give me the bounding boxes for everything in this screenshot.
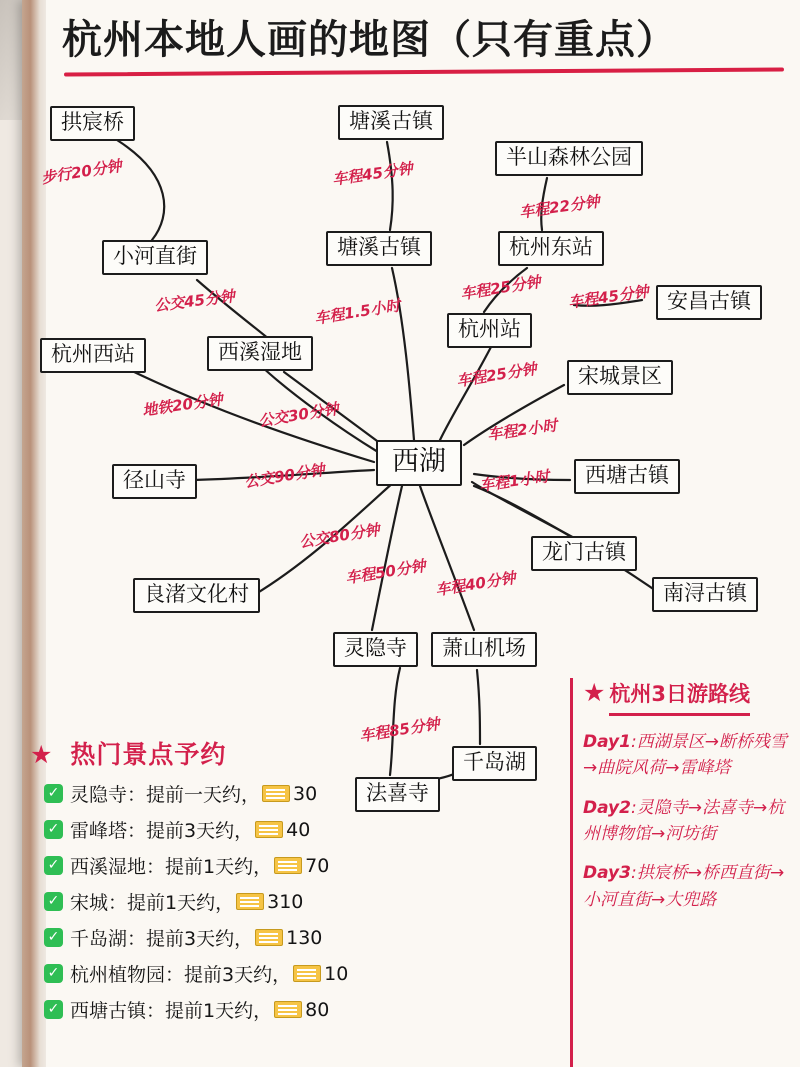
- node-label: 塘溪古镇: [337, 235, 421, 259]
- map-node-tangxi-2[interactable]: [326, 231, 432, 266]
- map-node-hangzhou-station[interactable]: [447, 313, 532, 348]
- list-item[interactable]: [44, 852, 550, 879]
- booking-desc: 提前1天约，: [165, 856, 273, 878]
- itinerary-day: [583, 729, 798, 782]
- node-label: 西塘古镇: [585, 463, 669, 487]
- node-label: 杭州西站: [51, 342, 135, 366]
- itinerary-day: [583, 860, 798, 913]
- booking-heading: [30, 735, 550, 771]
- node-label: 安昌古镇: [667, 289, 751, 313]
- title-underline: [64, 67, 784, 76]
- booking-desc: 提前1天约，: [127, 892, 235, 914]
- booking-name: 西溪湿地: [70, 856, 147, 878]
- day-label: Day3: [583, 863, 631, 884]
- edge-label-drive-1h30: 车程1.5小时: [313, 296, 402, 328]
- edge-label-drive-1h: 车程1小时: [478, 467, 551, 495]
- list-item[interactable]: [44, 960, 550, 987]
- map-node-xixi-wetland[interactable]: [207, 336, 313, 371]
- notebook-page: [22, 0, 800, 1067]
- edge-label-drive-25min-east: 车程25分钟: [459, 272, 542, 304]
- booking-price: 130: [286, 926, 323, 949]
- node-label: 千岛湖: [463, 750, 526, 774]
- itinerary-day: [583, 795, 798, 848]
- booking-sep: ：: [146, 856, 166, 878]
- map-node-xiaohe-street[interactable]: [102, 240, 208, 275]
- booking-name: 杭州植物园: [70, 964, 166, 986]
- edge-label-drive-2h: 车程2小时: [486, 416, 559, 444]
- map-node-banshan-forest-park[interactable]: [495, 141, 643, 176]
- map-node-hangzhou-west-station[interactable]: [40, 338, 146, 373]
- map-node-nanxun-town[interactable]: [652, 577, 758, 612]
- booking-price: 80: [305, 998, 330, 1021]
- day-label: Day1: [583, 732, 631, 752]
- map-node-xitang-town[interactable]: [574, 459, 680, 494]
- map-node-west-lake[interactable]: [376, 440, 462, 486]
- check-icon: ✓: [44, 928, 63, 947]
- node-label: 西湖: [392, 446, 446, 477]
- day-text: :拱宸桥→桥西直街→小河直街→大兜路: [583, 863, 785, 910]
- node-label: 塘溪古镇: [349, 109, 433, 133]
- page-title: 杭州本地人画的地图（只有重点）: [62, 17, 677, 63]
- map-node-hangzhou-east-station[interactable]: [498, 231, 604, 266]
- check-icon: ✓: [44, 964, 63, 983]
- map-node-songcheng[interactable]: [567, 360, 673, 395]
- node-label: 萧山机场: [442, 636, 526, 660]
- check-icon: ✓: [44, 820, 63, 839]
- booking-desc: 提前3天约，: [146, 928, 254, 950]
- check-icon: ✓: [44, 784, 63, 803]
- booking-title: 热门景点予约: [70, 740, 227, 769]
- node-label: 龙门古镇: [542, 540, 626, 564]
- list-item[interactable]: [44, 816, 550, 843]
- map-node-jingshan-temple[interactable]: [112, 464, 197, 499]
- node-label: 宋城景区: [578, 364, 662, 388]
- edge-label-walk-20min: 步行20分钟: [40, 156, 123, 188]
- booking-sep: ：: [108, 892, 128, 914]
- booking-name: 西塘古镇: [70, 1000, 147, 1022]
- booking-name: 千岛湖: [70, 928, 128, 950]
- node-label: 径山寺: [123, 468, 186, 492]
- ticket-icon: [274, 857, 302, 874]
- day-text: :灵隐寺→法喜寺→杭州博物馆→河坊街: [583, 797, 785, 845]
- edge-label-drive-50min: 车程50分钟: [344, 556, 427, 588]
- list-item[interactable]: [44, 888, 550, 915]
- booking-desc: 提前3天约，: [146, 820, 254, 842]
- edge-label-metro-20min: 地铁20分钟: [141, 390, 224, 420]
- node-label: 法喜寺: [366, 781, 429, 805]
- itinerary-title: 杭州3日游路线: [609, 678, 750, 716]
- booking-price: 70: [305, 854, 330, 877]
- check-icon: ✓: [44, 856, 63, 875]
- booking-desc: 提前1天约，: [165, 1000, 273, 1022]
- booking-section: [30, 735, 550, 1023]
- day-text: :西湖景区→断桥残雪→曲院风荷→雷峰塔: [583, 732, 787, 779]
- node-label: 灵隐寺: [344, 636, 407, 660]
- itinerary-section: [570, 678, 798, 1067]
- booking-price: 30: [293, 782, 318, 805]
- list-item[interactable]: [44, 924, 550, 951]
- booking-sep: ：: [165, 964, 185, 986]
- edge-label-bus-90min: 公交90分钟: [243, 460, 326, 492]
- check-icon: ✓: [44, 892, 63, 911]
- map-node-lingyin-temple[interactable]: [333, 632, 418, 667]
- ticket-icon: [293, 965, 321, 982]
- check-icon: ✓: [44, 1000, 63, 1019]
- list-item[interactable]: [44, 996, 550, 1023]
- node-label: 西溪湿地: [218, 340, 302, 364]
- booking-sep: ：: [127, 928, 147, 950]
- node-label: 杭州东站: [509, 235, 593, 259]
- map-node-gongchenqiao[interactable]: [50, 106, 135, 141]
- edge-label-drive-40min: 车程40分钟: [434, 568, 517, 600]
- booking-desc: 提前一天约，: [146, 784, 261, 806]
- booking-name: 雷峰塔: [70, 820, 128, 842]
- star-icon: ★: [583, 679, 606, 707]
- booking-price: 310: [267, 890, 304, 913]
- map-node-longmen-town[interactable]: [531, 536, 637, 571]
- edge-label-drive-45min-tangxi: 车程45分钟: [331, 159, 414, 189]
- booking-sep: ：: [146, 1000, 166, 1022]
- map-node-anchang-town[interactable]: [656, 285, 762, 320]
- edge-label-bus-30min: 公交30分钟: [257, 399, 340, 431]
- map-node-liangzhu-culture-village[interactable]: [133, 578, 260, 613]
- booking-price: 40: [286, 818, 311, 841]
- list-item[interactable]: [44, 780, 550, 807]
- ticket-icon: [255, 929, 283, 946]
- day-label: Day2: [583, 797, 631, 818]
- ticket-icon: [236, 893, 264, 910]
- ticket-icon: [274, 1001, 302, 1018]
- node-label: 杭州站: [458, 317, 521, 341]
- booking-name: 宋城: [70, 892, 109, 914]
- node-label: 拱宸桥: [61, 110, 124, 134]
- edge-label-drive-45min-anchang: 车程45分钟: [567, 282, 650, 312]
- node-label: 良渚文化村: [144, 582, 249, 606]
- booking-sep: ：: [127, 784, 147, 806]
- edge-label-drive-25min-station: 车程25分钟: [455, 359, 538, 391]
- star-icon: ★: [30, 741, 53, 769]
- booking-price: 10: [324, 962, 349, 985]
- edge-label-drive-22min: 车程22分钟: [518, 192, 601, 222]
- map-node-tangxi-1[interactable]: [338, 105, 444, 140]
- node-label: 小河直街: [113, 244, 197, 268]
- itinerary-heading: [583, 678, 798, 716]
- edge-label-drive-85min: 车程85分钟: [358, 714, 441, 746]
- map-node-xiaoshan-airport[interactable]: [431, 632, 537, 667]
- booking-name: 灵隐寺: [70, 784, 128, 806]
- ticket-icon: [255, 821, 283, 838]
- edge-label-bus-80min: 公交80分钟: [298, 520, 381, 552]
- booking-desc: 提前3天约，: [184, 964, 292, 986]
- edge-label-bus-45min: 公交45分钟: [153, 287, 236, 315]
- node-label: 半山森林公园: [506, 145, 632, 169]
- node-label: 南浔古镇: [663, 581, 747, 605]
- booking-sep: ：: [127, 820, 147, 842]
- ticket-icon: [262, 785, 290, 802]
